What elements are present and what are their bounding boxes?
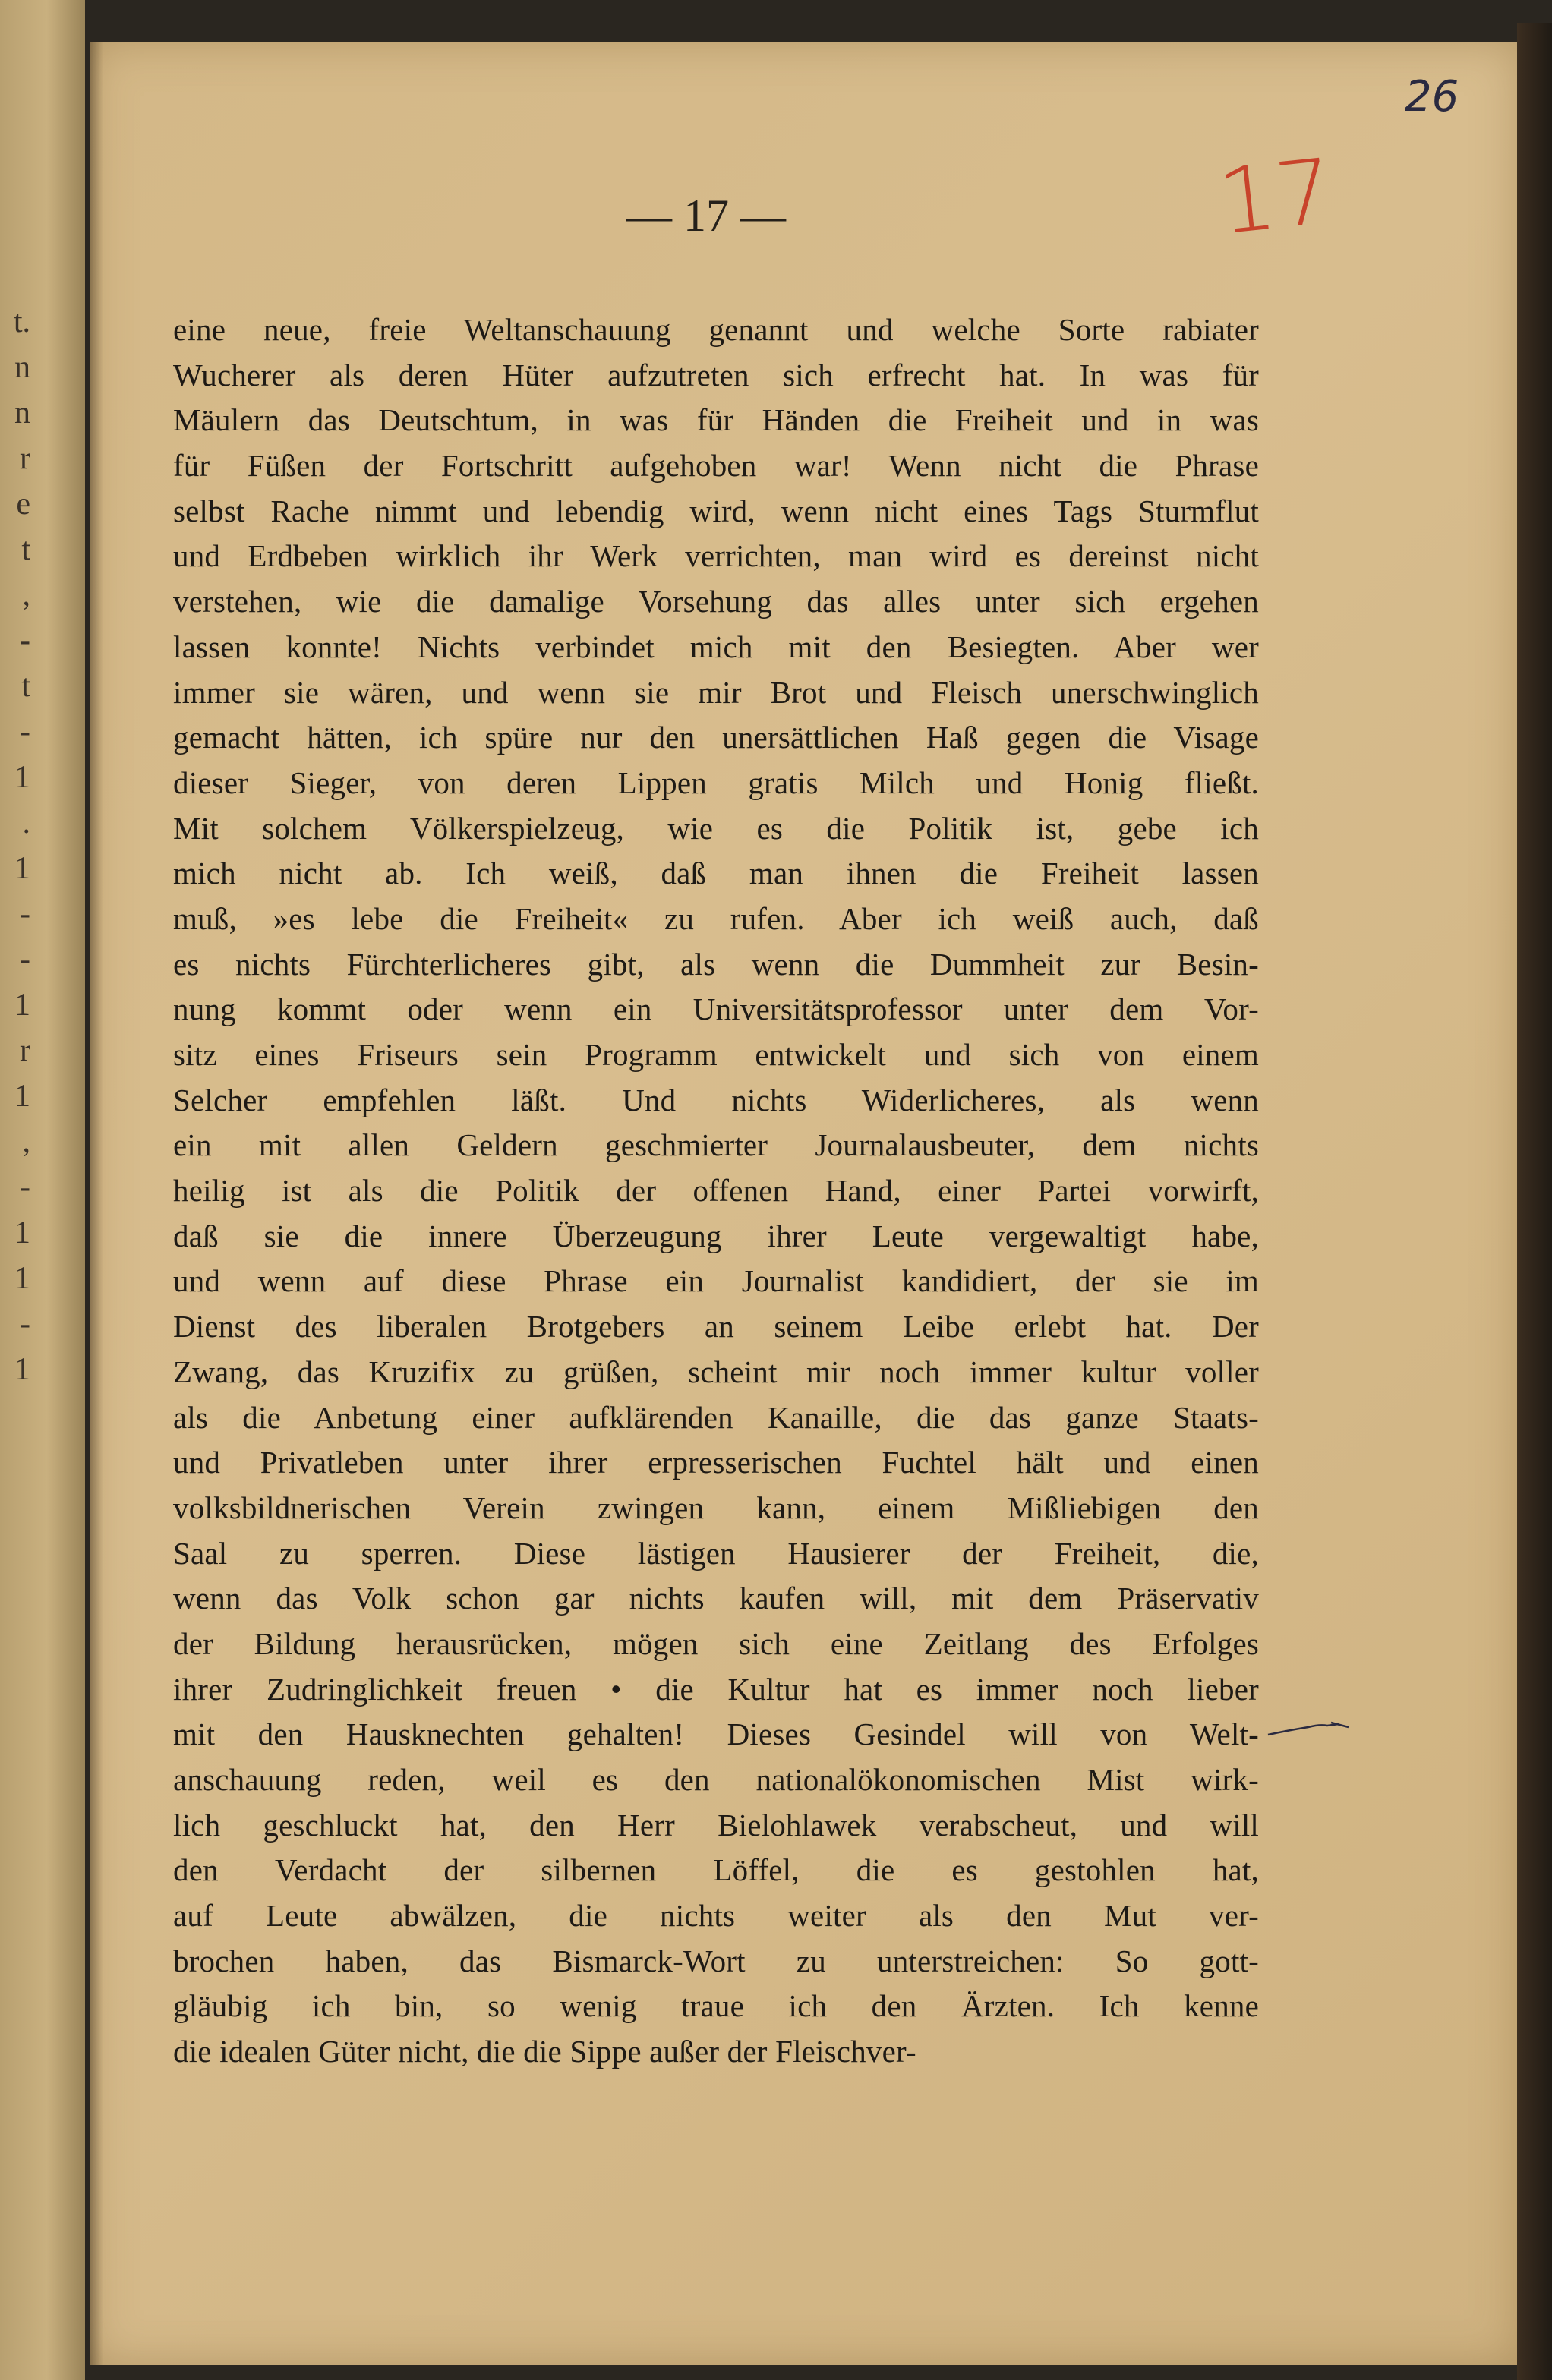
facing-page-fragment: e — [16, 487, 30, 522]
text-line: sitz eines Friseurs sein Programm entwickelt und sich von einem — [173, 1037, 1259, 1072]
body-text — [173, 307, 1259, 2075]
facing-page-fragment: 1 — [14, 1215, 30, 1250]
facing-page-fragment: r — [20, 441, 30, 476]
text-line: Mäulern das Deutschtum, in was für Händen die Freiheit und in was — [173, 402, 1259, 438]
facing-page-fragment: n — [14, 396, 30, 430]
text-line: für Füßen der Fortschritt aufgehoben war! Wenn nicht die Phrase — [173, 448, 1259, 484]
text-line: mit den Hausknechten gehalten! Dieses Gesindel will von Welt- — [173, 1716, 1259, 1752]
facing-page-fragment: n — [14, 350, 30, 385]
facing-page-fragment: 1 — [14, 1352, 30, 1387]
text-line: verstehen, wie die damalige Vorsehung das alles unter sich ergehen — [173, 584, 1259, 619]
text-line: lich geschluckt hat, den Herr Bielohlawek verabscheut, und will — [173, 1807, 1259, 1843]
facing-page-fragment: - — [20, 942, 30, 977]
text-line: den Verdacht der silbernen Löffel, die es gestohlen hat, — [173, 1852, 1259, 1888]
text-line: ein mit allen Geldern geschmierter Journalausbeuter, dem nichts — [173, 1127, 1259, 1163]
text-line: selbst Rache nimmt und lebendig wird, wenn nicht eines Tags Sturmflut — [173, 493, 1259, 528]
facing-page-fragment: 1 — [14, 1261, 30, 1296]
text-line: dieser Sieger, von deren Lippen gratis Milch und Honig fließt. — [173, 764, 1259, 800]
text-line: Dienst des liberalen Brotgebers an seinem Leibe erlebt hat. Der — [173, 1309, 1259, 1344]
facing-page-fragment: - — [20, 897, 30, 932]
text-line: und Erdbeben wirklich ihr Werk verrichten, man wird es dereinst nicht — [173, 538, 1259, 574]
facing-page-fragment: 1 — [14, 760, 30, 795]
text-line: Mit solchem Völkerspielzeug, wie es die Politik ist, gebe ich — [173, 810, 1259, 846]
text-line: gläubig ich bin, so wenig traue ich den Ärzten. Ich kenne — [173, 1988, 1259, 2024]
text-line: Saal zu sperren. Diese lästigen Hausierer der Freiheit, die, — [173, 1535, 1259, 1571]
facing-page-fragment: 1 — [14, 851, 30, 886]
facing-page-fragment: 1 — [14, 1079, 30, 1114]
marginal-correction-mark — [1267, 1720, 1350, 1742]
facing-page-fragment: . — [22, 805, 30, 840]
text-line: eine neue, freie Weltanschauung genannt und welche Sorte rabiater — [173, 312, 1259, 347]
facing-page-fragment: t. — [13, 304, 30, 339]
text-line: lassen konnte! Nichts verbindet mich mit den Besiegten. Aber wer — [173, 629, 1259, 664]
text-line: ihrer Zudringlichkeit freuen • die Kultur hat es immer noch lieber — [173, 1671, 1259, 1707]
archive-folio-number: 26 — [1405, 72, 1459, 121]
text-line: nung kommt oder wenn ein Universitätsprofessor unter dem Vor- — [173, 991, 1259, 1027]
facing-page-fragment: - — [20, 714, 30, 749]
text-line: als die Anbetung einer aufklärenden Kanaille, die das ganze Staats- — [173, 1399, 1259, 1435]
text-line: immer sie wären, und wenn sie mir Brot und Fleisch unerschwinglich — [173, 674, 1259, 710]
facing-page-fragment: 1 — [14, 988, 30, 1023]
text-line: und Privatleben unter ihrer erpresserischen Fuchtel hält und einen — [173, 1445, 1259, 1480]
facing-page-edge — [0, 0, 85, 2380]
book-cover-edge — [1517, 23, 1552, 2380]
text-line: wenn das Volk schon gar nichts kaufen will, mit dem Präservativ — [173, 1581, 1259, 1616]
text-line: gemacht hätten, ich spüre nur den unersättlichen Haß gegen die Visage — [173, 720, 1259, 755]
facing-page-fragment: , — [22, 1124, 30, 1159]
text-line: muß, »es lebe die Freiheit« zu rufen. Aber ich weiß auch, daß — [173, 900, 1259, 936]
facing-page-fragment: r — [20, 1033, 30, 1068]
page-gutter-shadow — [90, 42, 103, 2365]
facing-page-fragment: - — [20, 1307, 30, 1341]
facing-page-fragment: t — [21, 669, 30, 704]
text-line: Zwang, das Kruzifix zu grüßen, scheint mir noch immer kultur voller — [173, 1354, 1259, 1389]
text-line: volksbildnerischen Verein zwingen kann, einem Mißliebigen den — [173, 1489, 1259, 1525]
text-line: Wucherer als deren Hüter aufzutreten sich erfrecht hat. In was für — [173, 357, 1259, 392]
text-line: auf Leute abwälzen, die nichts weiter als den Mut ver- — [173, 1898, 1259, 1934]
text-line: mich nicht ab. Ich weiß, daß man ihnen die Freiheit lassen — [173, 856, 1259, 891]
text-line: anschauung reden, weil es den nationalökonomischen Mist wirk- — [173, 1762, 1259, 1797]
text-line: der Bildung herausrücken, mögen sich eine Zeitlang des Erfolges — [173, 1625, 1259, 1661]
text-line: es nichts Fürchterlicheres gibt, als wenn die Dummheit zur Besin- — [173, 946, 1259, 982]
handwritten-red-page-number: 17 — [1213, 138, 1338, 255]
text-line: daß sie die innere Überzeugung ihrer Leute vergewaltigt habe, — [173, 1218, 1259, 1253]
text-line: heilig ist als die Politik der offenen Hand, einer Partei vorwirft, — [173, 1173, 1259, 1209]
facing-page-fragment: , — [22, 578, 30, 613]
facing-page-fragment: - — [20, 1170, 30, 1205]
text-line: die idealen Güter nicht, die die Sippe außer der Fleischver- — [173, 2034, 916, 2069]
facing-page-fragment: - — [20, 623, 30, 658]
facing-page-fragment: t — [21, 532, 30, 567]
text-line: brochen haben, das Bismarck-Wort zu unterstreichen: So gott- — [173, 1943, 1259, 1978]
text-line: Selcher empfehlen läßt. Und nichts Widerlicheres, als wenn — [173, 1082, 1259, 1117]
printed-page-number: — 17 — — [626, 191, 786, 241]
text-line: und wenn auf diese Phrase ein Journalist kandidiert, der sie im — [173, 1263, 1259, 1299]
